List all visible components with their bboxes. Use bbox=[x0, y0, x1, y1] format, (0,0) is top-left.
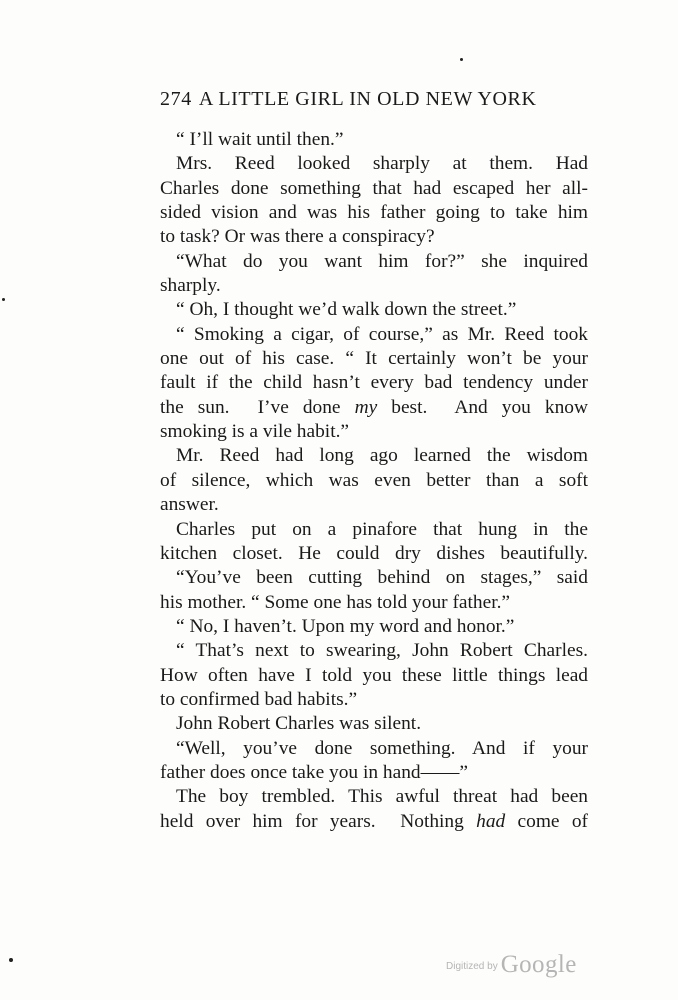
text-line: to task? Or was there a conspiracy? bbox=[160, 226, 435, 248]
text-line: fault if the child hasn’t every bad tendency under bbox=[160, 372, 588, 394]
text-line: “ That’s next to swearing, John Robert Charles. bbox=[176, 640, 588, 662]
text-line: “You’ve been cutting behind on stages,” said bbox=[176, 567, 588, 589]
text-line: Charles put on a pinafore that hung in the bbox=[176, 518, 588, 540]
speck-mark bbox=[9, 958, 13, 962]
text-line: of silence, which was even better than a soft bbox=[160, 469, 588, 491]
text-line: held over him for years. Nothing had come of bbox=[160, 810, 588, 832]
text-line: “Well, you’ve done something. And if your bbox=[176, 737, 588, 759]
text-line: Mrs. Reed looked sharply at them. Had bbox=[176, 153, 588, 175]
text-line: John Robert Charles was silent. bbox=[176, 713, 422, 735]
text-line: father does once take you in hand——” bbox=[160, 761, 468, 783]
text-line: “ I’ll wait until then.” bbox=[176, 129, 344, 150]
speck-mark bbox=[460, 58, 463, 61]
text-line: his mother. “ Some one has told your father.” bbox=[160, 591, 511, 613]
text-line: “ Smoking a cigar, of course,” as Mr. Reed took bbox=[176, 323, 588, 345]
digitized-by-google-watermark bbox=[446, 951, 577, 979]
text-line: Charles done something that had escaped her all- bbox=[160, 177, 588, 199]
text-line: The boy trembled. This awful threat had been bbox=[176, 786, 588, 808]
text-line: “ No, I haven’t. Upon my word and honor.” bbox=[176, 615, 515, 637]
text-line: kitchen closet. He could dry dishes beautifully. bbox=[160, 542, 588, 564]
text-line: one out of his case. “ It certainly won’t be your bbox=[160, 348, 588, 370]
speck-mark bbox=[2, 298, 5, 301]
page-number: 274 bbox=[160, 88, 192, 110]
google-logo: Google bbox=[500, 951, 577, 978]
text-line: How often have I told you these little things lead bbox=[160, 664, 588, 686]
text-line: “ Oh, I thought we’d walk down the street.” bbox=[176, 299, 517, 321]
text-line: the sun. I’ve done my best. And you know bbox=[160, 396, 588, 418]
body-text bbox=[160, 128, 588, 834]
text-line: to confirmed bad habits.” bbox=[160, 688, 358, 710]
text-line: “What do you want him for?” she inquired bbox=[176, 250, 588, 272]
text-line: answer. bbox=[160, 494, 219, 516]
text-line: sharply. bbox=[160, 275, 221, 297]
text-line: smoking is a vile habit.” bbox=[160, 421, 350, 443]
text-line: Mr. Reed had long ago learned the wisdom bbox=[176, 445, 588, 467]
running-title: A LITTLE GIRL IN OLD NEW YORK bbox=[198, 88, 537, 110]
watermark-prefix: Digitized by bbox=[446, 961, 498, 972]
text-line: sided vision and was his father going to take him bbox=[160, 202, 588, 224]
running-header bbox=[160, 88, 590, 111]
